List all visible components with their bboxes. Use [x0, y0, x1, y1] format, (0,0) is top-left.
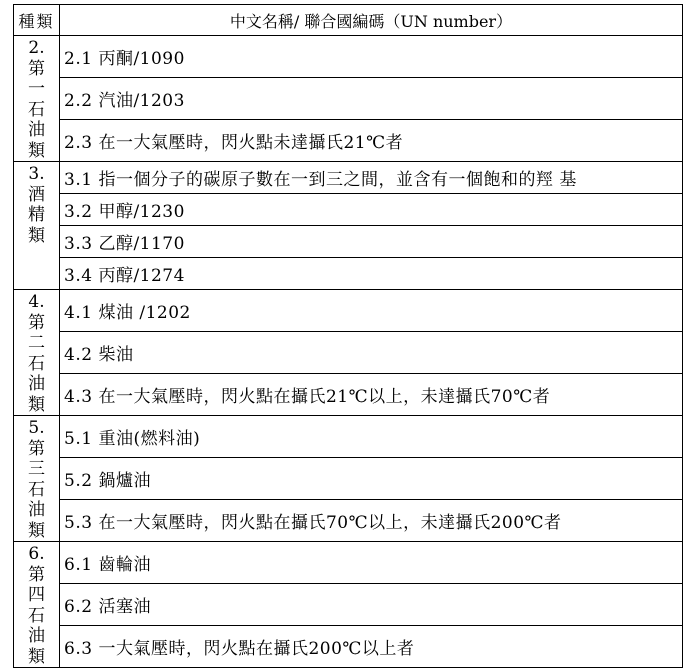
table-row — [14, 626, 683, 668]
table-row — [14, 194, 683, 226]
category-char: 類 — [28, 394, 45, 415]
item-cell: 2.3 在一大氣壓時，閃火點未達攝氏21℃者 — [60, 120, 683, 162]
table-row — [14, 584, 683, 626]
category-char: 三 — [28, 459, 45, 479]
category-char: 二 — [28, 333, 45, 353]
item-cell: 6.2 活塞油 — [60, 584, 683, 626]
category-char: 酒 — [28, 184, 45, 205]
table-row — [14, 162, 683, 194]
category-char: 第 — [28, 312, 45, 333]
category-column-header: 種類 — [14, 5, 60, 36]
item-cell: 2.2 汽油/1203 — [60, 78, 683, 120]
item-cell: 3.3 乙醇/1170 — [60, 226, 683, 258]
item-cell: 4.2 柴油 — [60, 332, 683, 374]
item-cell: 3.2 甲醇/1230 — [60, 194, 683, 226]
category-char: 第 — [28, 58, 45, 79]
category-char: 2. — [28, 38, 45, 58]
category-char: 第 — [28, 438, 45, 459]
category-cell-2 — [14, 36, 60, 162]
table-header-row — [14, 5, 683, 36]
category-char: 第 — [28, 564, 45, 585]
category-char: 油 — [28, 500, 45, 520]
table-row — [14, 258, 683, 290]
item-cell: 5.3 在一大氣壓時，閃火點在攝氏70℃以上，未達攝氏200℃者 — [60, 500, 683, 542]
table-row — [14, 226, 683, 258]
table-row — [14, 78, 683, 120]
item-cell: 5.1 重油(燃料油) — [60, 416, 683, 458]
table-row — [14, 458, 683, 500]
category-char: 油 — [28, 374, 45, 394]
category-char: 3. — [28, 164, 45, 184]
item-cell: 3.1 指一個分子的碳原子數在一到三之間，並含有一個飽和的羥 基 — [60, 162, 683, 194]
item-cell: 4.1 煤油 /1202 — [60, 290, 683, 332]
table-row — [14, 542, 683, 584]
category-char: 類 — [28, 225, 45, 246]
item-cell: 4.3 在一大氣壓時，閃火點在攝氏21℃以上，未達攝氏70℃者 — [60, 374, 683, 416]
category-char: 5. — [28, 418, 45, 438]
category-char: 石 — [28, 479, 45, 500]
category-cell-5 — [14, 416, 60, 542]
category-char: 石 — [28, 605, 45, 626]
table-row — [14, 36, 683, 78]
table-row — [14, 374, 683, 416]
category-char: 四 — [28, 585, 45, 605]
name-column-header: 中文名稱/ 聯合國編碼（UN number） — [60, 5, 683, 36]
category-char: 石 — [28, 99, 45, 120]
category-cell-4 — [14, 290, 60, 416]
category-char: 6. — [28, 544, 45, 564]
flammable-liquids-table — [13, 4, 683, 668]
category-char: 石 — [28, 353, 45, 374]
item-cell: 2.1 丙酮/1090 — [60, 36, 683, 78]
category-cell-3 — [14, 162, 60, 290]
document-page — [13, 4, 682, 668]
category-char: 一 — [28, 79, 45, 99]
category-char: 類 — [28, 646, 45, 667]
table-row — [14, 416, 683, 458]
table-row — [14, 290, 683, 332]
category-char: 油 — [28, 626, 45, 646]
category-char: 類 — [28, 520, 45, 541]
category-char: 油 — [28, 120, 45, 140]
category-char: 4. — [28, 292, 45, 312]
table-row — [14, 500, 683, 542]
item-cell: 3.4 丙醇/1274 — [60, 258, 683, 290]
item-cell: 6.1 齒輪油 — [60, 542, 683, 584]
category-char: 精 — [28, 205, 45, 225]
item-cell: 5.2 鍋爐油 — [60, 458, 683, 500]
category-cell-6 — [14, 542, 60, 668]
table-row — [14, 332, 683, 374]
item-cell: 6.3 一大氣壓時，閃火點在攝氏200℃以上者 — [60, 626, 683, 668]
table-row — [14, 120, 683, 162]
category-char: 類 — [28, 140, 45, 161]
